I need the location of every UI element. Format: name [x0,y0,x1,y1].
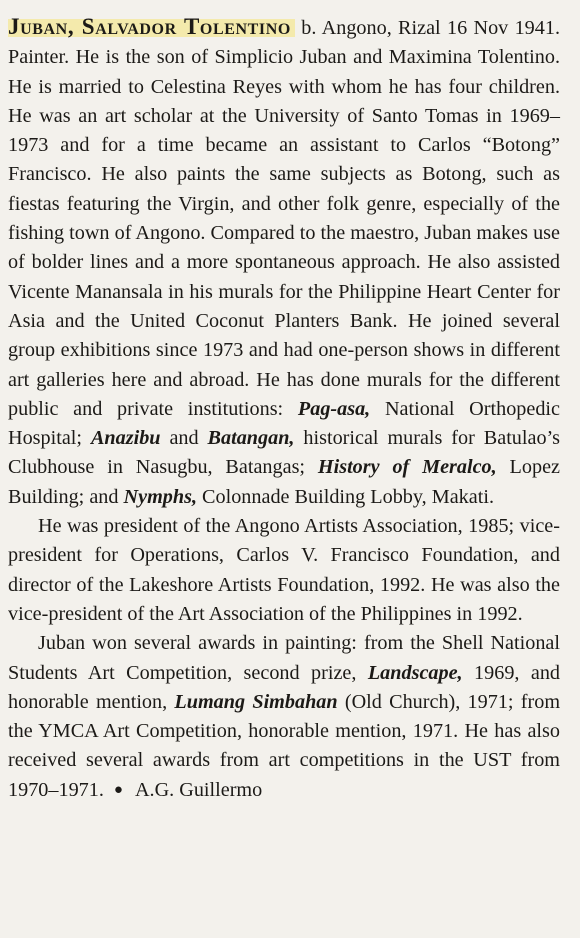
work-title-landscape: Landscape, [367,661,463,684]
p1-text-4: Lopez Building; and [8,456,560,508]
work-title-history-of-meralco: History of Meralco, [317,456,497,479]
p1-text-3: historical murals for Batulao’s Clubhouse in Nasugbu, Batangas; [8,427,561,479]
p3-text-2: (Old Church), 1971; from the YMCA Art Competition, honorable mention, 1971. He has also received several awards from art competitions in the UST from 1970–1971. [8,690,561,801]
p3-text-0: Juban won several awards in painting: from the Shell National Students Art Competition, second prize, [8,632,560,684]
paragraph-2: He was president of the Angono Artists Association, 1985; vice-president for Operations, Carlos V. Francisco Foundation, and director of the Lakeshore Artists Foundation, 1992. He was also the vice-president of the Art Association of the Philippines in 1992. [8,515,560,625]
p1-text-2: and [169,427,199,450]
work-title-pag-asa: Pag-asa, [297,397,371,420]
author-name: A.G. Guillermo [134,778,263,801]
p1-text-0: b. Angono, Rizal 16 Nov 1941. Painter. He is the son of Simplicio Juban and Maximina Tolentino. He is married to Celestina Reyes with whom he has four children. He was an art scholar at the University of Santo Tomas in 1969–1973 and for a time became an assistant to Carlos “Botong” Francisco. He also paints the same subjects as Botong, such as fiestas featuring the Virgin, and other folk genre, especially of the fishing town of Angono. Compared to the maestro, Juban makes use of bolder lines and a more spontaneous approach. He also assisted Vicente Manansala in his murals for the Philippine Heart Center for Asia and the United Coconut Planters Bank. He joined several group exhibitions since 1973 and had one-person shows in different art galleries here and abroad. He has done murals for the different public and private institutions: [8,17,561,420]
paragraph-3 [8,629,560,805]
biography-entry [8,12,560,805]
p1-text-1: National Orthopedic Hospital; [8,397,560,450]
work-title-nymphs: Nymphs, [123,485,197,508]
paragraph-1 [8,12,560,512]
work-title-lumang-simbahan: Lumang Simbahan [174,690,338,713]
work-title-batangan: Batangan, [207,427,295,450]
work-title-anazibu: Anazibu [90,427,161,450]
entry-name-heading: Juban, Salvador Tolentino [8,14,295,39]
p3-text-1: 1969, and honorable mention, [8,661,561,713]
signature [104,779,262,801]
bullet-icon: ● [113,781,123,798]
p1-text-5: Colonnade Building Lobby, Makati. [202,485,494,508]
